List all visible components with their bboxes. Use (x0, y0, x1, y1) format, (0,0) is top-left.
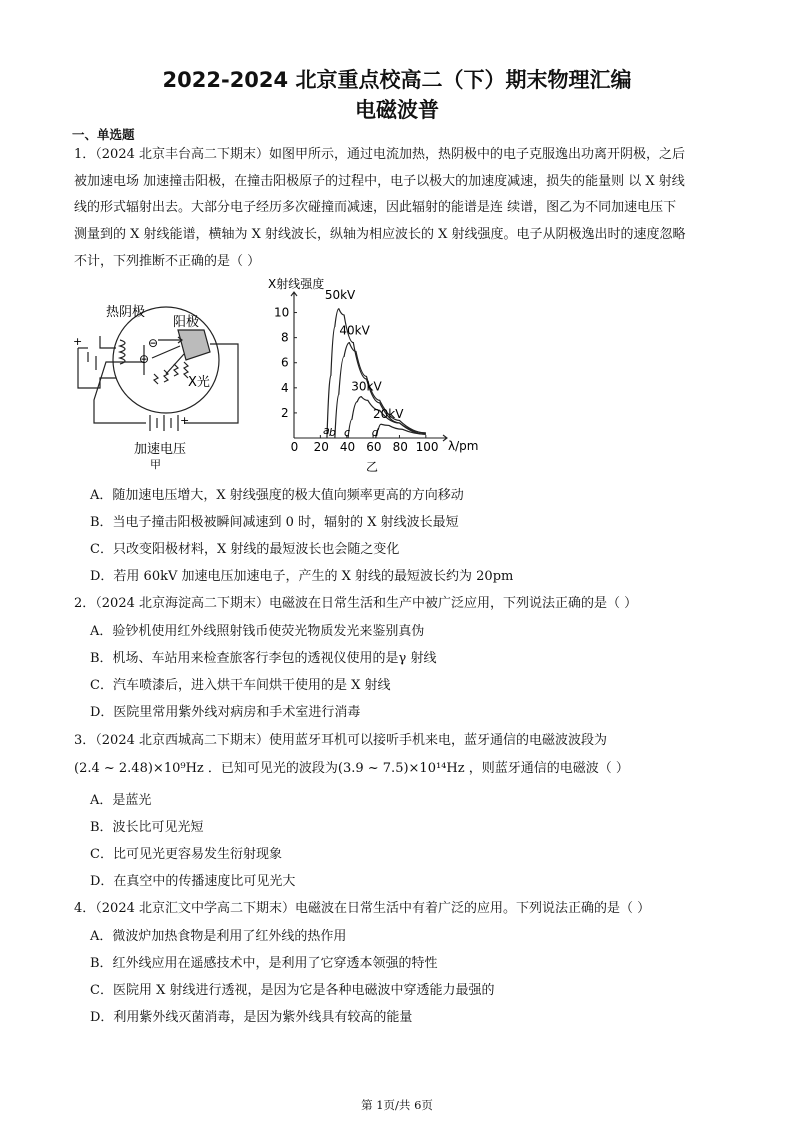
q3-stem-2: (2.4 ~ 2.48)×10⁹Hz ．已知可见光的波段为(3.9 ~ 7.5)×10¹⁴Hz ，则蓝牙通信的电磁波（ ） (74, 761, 629, 776)
q4-option-d: D．利用紫外线灭菌消毒，是因为紫外线具有较高的能量 (90, 1010, 413, 1025)
label-anode: 阳极 (173, 315, 200, 330)
q2-stem: 2．（2024 北京海淀高二下期末）电磁波在日常生活和生产中被广泛应用，下列说法正确的是（ ） (74, 596, 638, 611)
q1-option-a: A．随加速电压增大，X 射线强度的极大值向频率更高的方向移动 (90, 488, 464, 503)
caption-jia: 甲 (150, 458, 161, 470)
q4-option-c: C．医院用 X 射线进行透视，是因为它是各种电磁波中穿透能力最强的 (90, 983, 495, 998)
y-axis-label: X射线强度 (268, 277, 325, 291)
q1-option-d: D．若用 60kV 加速电压加速电子，产生的 X 射线的最短波长约为 20pm (90, 569, 514, 584)
q3-option-c: C．比可见光更容易发生衍射现象 (90, 847, 282, 862)
series-label-30kV: 30kV (351, 379, 382, 394)
q1-line-4: 测量到的 X 射线能谱，横轴为 X 射线波长，纵轴为相应波长的 X 射线强度。电子从阴极逸出时的速度忽略 (74, 227, 686, 242)
y-tick-label: 2 (281, 405, 289, 420)
caption-yi: 乙 (366, 460, 379, 474)
x-tick-label: 40 (339, 440, 356, 454)
label-accel-voltage: 加速电压 (134, 442, 187, 457)
x-tick-label: 60 (366, 440, 382, 454)
q1-line-2: 被加速电场 加速撞击阳极，在撞击阳极原子的过程中，电子以极大的加速度减速，损失的能量则 以 X 射线 (74, 174, 685, 189)
x-tick-label: 20 (313, 440, 329, 454)
series-start-label-d: d (371, 426, 379, 439)
q4-option-b: B．红外线应用在遥感技术中，是利用了它穿透本领强的特性 (90, 956, 438, 971)
q4-option-a: A．微波炉加热食物是利用了红外线的热作用 (90, 929, 347, 944)
plus-sign-battery: + (180, 414, 190, 427)
q3-option-a: A．是蓝光 (90, 793, 152, 808)
y-tick-label: 8 (281, 330, 289, 345)
q4-stem: 4．（2024 北京汇文中学高二下期末）电磁波在日常生活中有着广泛的应用。下列说法正确的是（ ） (74, 901, 651, 916)
series-start-label-b: b (328, 426, 336, 439)
q3-option-d: D．在真空中的传播速度比可见光大 (90, 874, 296, 889)
x-tick-label: 80 (392, 440, 408, 454)
x-tick-label: 0 (290, 440, 299, 454)
series-start-label-c: c (344, 426, 351, 439)
q1-option-c: C．只改变阳极材料，X 射线的最短波长也会随之变化 (90, 542, 400, 557)
y-tick-label: 4 (281, 380, 289, 395)
q1-line-5: 不计，下列推断不正确的是（ ） (74, 254, 261, 269)
page-footer: 第 1页/共 6页 (361, 1098, 433, 1112)
figure-circuit (66, 290, 256, 470)
series-start-label-a: a (322, 424, 330, 437)
y-tick-label: 6 (281, 355, 289, 370)
plus-sign-heater: + (73, 335, 83, 348)
series-label-40kV: 40kV (339, 323, 370, 338)
q3-option-b: B．波长比可见光短 (90, 820, 204, 835)
q1-line-1: 1．（2024 北京丰台高二下期末）如图甲所示，通过电流加热，热阴极中的电子克服逸出功离开阴极，之后 (74, 147, 685, 162)
q2-option-b: B．机场、车站用来检查旅客行李包的透视仪使用的是γ 射线 (90, 651, 437, 666)
page-title: 2022-2024 北京重点校高二（下）期末物理汇编 (162, 68, 632, 92)
q2-option-d: D．医院里常用紫外线对病房和手术室进行消毒 (90, 705, 361, 720)
x-tick-label: 100 (415, 440, 439, 454)
electron-symbol-2: ⊖ (139, 352, 150, 366)
label-hot-cathode: 热阴极 (106, 305, 146, 320)
x-axis-label: λ/pm (448, 439, 479, 453)
section-heading: 一、单选题 (72, 127, 135, 142)
q2-option-a: A．验钞机使用红外线照射钱币使荧光物质发光来鉴别真伪 (90, 624, 425, 639)
q2-option-c: C．汽车喷漆后，进入烘干车间烘干使用的是 X 射线 (90, 678, 391, 693)
q1-line-3: 线的形式辐射出去。大部分电子经历多次碰撞而减速，因此辐射的能谱是连 续谱，图乙为不同加速电压下 (74, 200, 677, 215)
q3-stem-1: 3．（2024 北京西城高二下期末）使用蓝牙耳机可以接听手机来电，蓝牙通信的电磁波波段为 (74, 733, 607, 748)
y-tick-label: 10 (274, 305, 290, 320)
electron-symbol-1: ⊖ (148, 336, 159, 350)
xray-spectrum-chart (262, 276, 482, 476)
series-label-20kV: 20kV (373, 407, 404, 422)
page-subtitle: 电磁波普 (355, 98, 439, 122)
series-line-20kV (376, 424, 426, 438)
series-label-50kV: 50kV (324, 287, 356, 302)
q1-option-b: B．当电子撞击阳极被瞬间减速到 0 时，辐射的 X 射线波长最短 (90, 515, 459, 530)
label-xray: X光 (188, 375, 210, 390)
